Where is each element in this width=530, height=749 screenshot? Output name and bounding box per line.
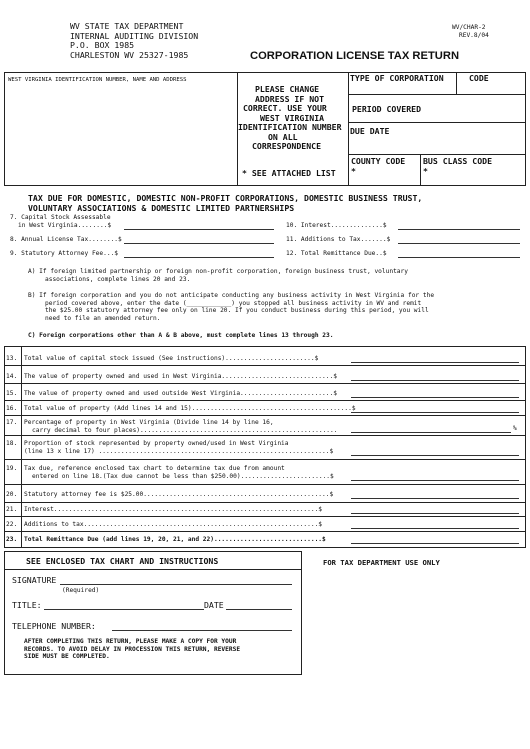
see-attached-list: * SEE ATTACHED LIST — [242, 168, 336, 178]
note-a-line-1: A) If foreign limited partnership or foreign non-profit corporation, foreign business trust, voluntary — [28, 268, 408, 275]
notice-line-5: IDENTIFICATION NUMBER — [238, 122, 342, 132]
domestic-heading-line-2: VOLUNTARY ASSOCIATIONS & DOMESTIC LIMITED PARTNERSHIPS — [28, 202, 295, 213]
line-14-label: The value of property owned and used in West Virginia..............................$ — [24, 373, 337, 380]
line-7-label — [10, 214, 111, 229]
line-17-number: 17. — [6, 419, 18, 426]
address-line-3: P.O. BOX 1985 — [70, 40, 135, 50]
date-input[interactable] — [226, 609, 292, 610]
completion-instructions — [24, 638, 240, 661]
line-14-input[interactable] — [351, 380, 519, 381]
title-input[interactable] — [44, 609, 204, 610]
bus-class-code-label: BUS CLASS CODE — [423, 156, 493, 166]
tax-chart-notice: SEE ENCLOSED TAX CHART AND INSTRUCTIONS — [26, 556, 219, 566]
line-21-input[interactable] — [351, 513, 519, 514]
notice-line-7: CORRESPONDENCE — [252, 141, 322, 151]
line-14-number: 14. — [6, 373, 18, 380]
notice-line-1: PLEASE CHANGE — [255, 84, 320, 94]
bus-class-code-field[interactable] — [423, 157, 492, 176]
line-18-label-a: Proportion of stock represented by property owned/used in West Virginia — [24, 440, 289, 447]
line-16-label: Total value of property (Add lines 14 and 15)...........................................$ — [24, 405, 356, 412]
address-line-2: INTERNAL AUDITING DIVISION — [70, 30, 199, 41]
line-23-label: Total Remittance Due (add lines 19, 20, 21, and 22).............................$ — [24, 536, 326, 543]
code-field[interactable] — [469, 74, 489, 84]
line-9-input[interactable] — [124, 257, 274, 258]
line-11-input[interactable] — [398, 243, 520, 244]
domestic-heading-line-1: TAX DUE FOR DOMESTIC, DOMESTIC NON-PROFIT CORPORATIONS, DOMESTIC BUSINESS TRUST, — [28, 193, 423, 203]
instructions-line-2: RECORDS. TO AVOID DELAY IN PROCESSION THIS RETURN, REVERSE — [24, 645, 241, 653]
domestic-tax-heading — [28, 194, 422, 213]
period-covered-field[interactable] — [352, 105, 421, 115]
line-13-number: 13. — [6, 355, 18, 362]
note-a — [28, 268, 408, 283]
line-12-input[interactable] — [398, 257, 520, 258]
note-b-line-2: period covered above, enter the date (____________) you stopped all business activity in WV and remit — [45, 299, 422, 307]
notice-line-2: ADDRESS IF NOT — [255, 93, 325, 104]
line-17-label-a: Percentage of property in West Virginia (Divide line 14 by line 16, — [24, 419, 274, 426]
code-label: CODE — [469, 73, 489, 83]
title-label: TITLE: — [12, 600, 42, 610]
address-line-4: CHARLESTON WV 25327-1985 — [70, 49, 189, 60]
address-line-1: WV STATE TAX DEPARTMENT — [70, 21, 184, 31]
county-code-star: * — [351, 165, 356, 176]
line-20-input[interactable] — [351, 498, 519, 499]
line-9-label: 9. Statutory Attorney Fee...$ — [10, 250, 119, 257]
due-date-label: DUE DATE — [350, 126, 390, 136]
line-22-input[interactable] — [351, 528, 519, 529]
period-covered-label: PERIOD COVERED — [352, 104, 422, 114]
line-18-label — [24, 440, 333, 455]
line-18-label-b: (line 13 x line 17) ..............................................................$ — [24, 447, 334, 455]
line-19-label-a: Tax due, reference enclosed tax chart to determine tax due from amount — [24, 465, 285, 472]
line-19-label — [24, 465, 334, 480]
line-7-input[interactable] — [124, 229, 274, 230]
line-19-input[interactable] — [351, 480, 519, 481]
line-16-number: 16. — [6, 405, 18, 412]
line-7-label-b: in West Virginia........$ — [18, 221, 112, 229]
telephone-label: TELEPHONE NUMBER: — [12, 621, 96, 631]
note-a-line-2: associations, complete lines 20 and 23. — [45, 275, 191, 283]
line-13-label: Total value of capital stock issued (See instructions)........................$ — [24, 355, 319, 362]
note-b-line-3: the $25.00 statutory attorney fee only on line 20. If you conduct business during this period, you will — [45, 307, 429, 314]
line-17-label — [24, 419, 337, 434]
signature-required: (Required) — [62, 587, 100, 594]
line-8-input[interactable] — [124, 243, 274, 244]
line-15-input[interactable] — [351, 397, 519, 398]
type-of-corporation-field[interactable] — [350, 74, 444, 84]
line-20-label: Statutory attorney fee is $25.00..................................................$ — [24, 491, 334, 498]
line-18-number: 18. — [6, 440, 18, 447]
line-19-label-b: entered on line 18.(Tax due cannot be less than $250.00)........................$ — [32, 472, 334, 480]
note-c: C) Foreign corporations other than A & B above, must complete lines 13 through 23. — [28, 332, 334, 339]
id-name-address-label: WEST VIRGINIA IDENTIFICATION NUMBER, NAME AND ADDRESS — [8, 77, 187, 83]
telephone-input[interactable] — [112, 630, 292, 631]
note-b-line-4: need to file an amended return. — [45, 314, 161, 322]
line-10-label: 10. Interest..............$ — [286, 222, 387, 229]
line-8-label: 8. Annual License Tax........$ — [10, 236, 122, 243]
line-17-label-b: carry decimal to four places)..................................................... — [32, 426, 338, 434]
note-b — [28, 292, 434, 322]
due-date-field[interactable] — [350, 127, 389, 137]
type-of-corporation-label: TYPE OF CORPORATION — [350, 73, 444, 83]
line-16-input[interactable] — [351, 412, 519, 413]
line-15-number: 15. — [6, 390, 18, 397]
notice-line-3: CORRECT. USE YOUR — [243, 103, 327, 113]
bus-class-code-star: * — [423, 165, 428, 176]
form-id — [452, 24, 489, 39]
line-11-label: 11. Additions to Tax.......$ — [286, 236, 391, 243]
tax-department-use-only: FOR TAX DEPARTMENT USE ONLY — [323, 558, 440, 567]
signature-input[interactable] — [60, 584, 292, 585]
line-21-label: Interest.......................................................................$ — [24, 506, 323, 513]
line-12-label: 12. Total Remittance Due..$ — [286, 250, 387, 257]
instructions-line-3: SIDE MUST BE COMPLETED. — [24, 653, 110, 660]
line-22-number: 22. — [6, 521, 18, 528]
line-7-label-a: 7. Capital Stock Assessable — [10, 214, 111, 221]
line-23-input[interactable] — [351, 543, 519, 544]
line-23-number: 23. — [6, 536, 18, 543]
county-code-field[interactable] — [351, 157, 405, 176]
line-21-number: 21. — [6, 506, 18, 513]
notice-line-6: ON ALL — [268, 131, 298, 142]
line-17-input[interactable] — [351, 432, 511, 433]
line-18-input[interactable] — [351, 455, 519, 456]
county-code-label: COUNTY CODE — [351, 156, 406, 166]
date-label: DATE — [204, 600, 224, 610]
line-10-input[interactable] — [398, 229, 520, 230]
form-revision: REV.8/04 — [459, 31, 489, 39]
line-19-number: 19. — [6, 465, 18, 472]
agency-address — [70, 22, 198, 60]
line-13-input[interactable] — [351, 362, 519, 363]
line-20-number: 20. — [6, 491, 18, 498]
address-change-notice — [238, 85, 348, 152]
line-22-label: Additions to tax...............................................................$ — [24, 521, 323, 528]
note-b-line-1: B) If foreign corporation and you do not anticipate conducting any business activity in West Virginia for the — [28, 292, 435, 299]
instructions-line-1: AFTER COMPLETING THIS RETURN, PLEASE MAKE A COPY FOR YOUR — [24, 638, 237, 645]
signature-label: SIGNATURE — [12, 575, 57, 585]
form-title: CORPORATION LICENSE TAX RETURN — [250, 50, 460, 62]
percent-sign: % — [513, 425, 517, 432]
notice-line-4: WEST VIRGINIA — [260, 112, 325, 123]
form-code: WV/CHAR-2 — [452, 24, 486, 31]
line-15-label: The value of property owned and used outside West Virginia.........................$ — [24, 390, 337, 397]
id-name-address-field[interactable] — [8, 77, 187, 84]
